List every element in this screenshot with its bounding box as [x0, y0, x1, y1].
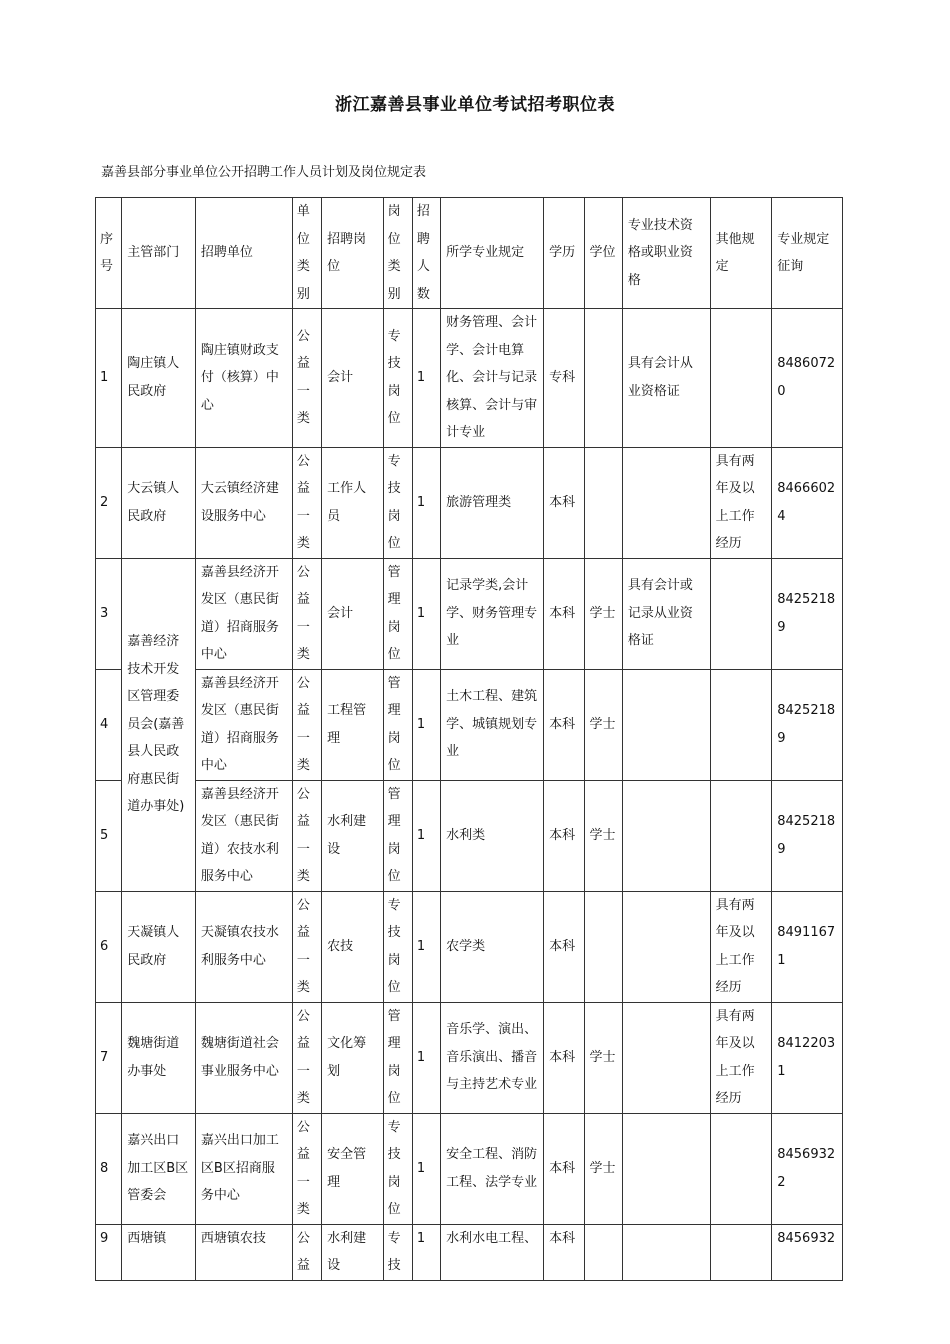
cell-major: 农学类: [441, 891, 544, 1002]
recruitment-table: [95, 197, 843, 1281]
cell-no: 3: [96, 558, 122, 669]
cell-other: [710, 1113, 772, 1224]
cell-dept: 魏塘街道办事处: [122, 1002, 196, 1113]
cell-qual: [622, 1224, 710, 1280]
header-cell-unit: 招聘单位: [195, 198, 292, 309]
cell-dept: 嘉兴出口加工区B区管委会: [122, 1113, 196, 1224]
cell-unit-type: 公益一类: [292, 1002, 321, 1113]
cell-phone: 84666024: [772, 447, 843, 558]
cell-dept: 大云镇人民政府: [122, 447, 196, 558]
cell-post-type: 专技岗位: [383, 1113, 412, 1224]
cell-degree: 学士: [584, 558, 622, 669]
cell-qual: [622, 891, 710, 1002]
table-row: [96, 1002, 843, 1113]
cell-unit: 嘉善县经济开发区（惠民街道）招商服务中心: [195, 669, 292, 780]
table-row: [96, 1113, 843, 1224]
header-cell-major: 所学专业规定: [441, 198, 544, 309]
cell-post: 水利建设: [322, 1224, 384, 1280]
cell-post: 会计: [322, 309, 384, 448]
cell-no: 1: [96, 309, 122, 448]
header-cell-other: 其他规定: [710, 198, 772, 309]
cell-major: 旅游管理类: [441, 447, 544, 558]
cell-phone: 84911671: [772, 891, 843, 1002]
cell-qual: [622, 780, 710, 891]
cell-unit-type: 公益一类: [292, 558, 321, 669]
cell-other: [710, 309, 772, 448]
cell-count: 1: [412, 1113, 440, 1224]
cell-unit-type: 公益一类: [292, 447, 321, 558]
cell-qual: [622, 1002, 710, 1113]
cell-count: 1: [412, 1224, 440, 1280]
table-row: [96, 669, 843, 780]
cell-unit: 天凝镇农技水利服务中心: [195, 891, 292, 1002]
cell-unit-type: 公益一类: [292, 669, 321, 780]
cell-unit-type: 公益一类: [292, 891, 321, 1002]
cell-unit-type: 公益一类: [292, 309, 321, 448]
cell-count: 1: [412, 669, 440, 780]
cell-no: 6: [96, 891, 122, 1002]
cell-major: 水利水电工程、: [441, 1224, 544, 1280]
cell-phone: 84122031: [772, 1002, 843, 1113]
cell-qual: [622, 447, 710, 558]
cell-count: 1: [412, 309, 440, 448]
cell-dept: 天凝镇人民政府: [122, 891, 196, 1002]
cell-post-type: 管理岗位: [383, 780, 412, 891]
cell-phone: 84252189: [772, 669, 843, 780]
cell-unit: 西塘镇农技: [195, 1224, 292, 1280]
cell-major: 记录学类,会计学、财务管理专业: [441, 558, 544, 669]
cell-edu: 本科: [544, 1224, 584, 1280]
cell-post-type: 管理岗位: [383, 558, 412, 669]
cell-unit-type: 公益: [292, 1224, 321, 1280]
table-row: [96, 1224, 843, 1280]
cell-phone: 8456932: [772, 1224, 843, 1280]
table-row: [96, 309, 843, 448]
cell-edu: 本科: [544, 669, 584, 780]
cell-edu: 本科: [544, 891, 584, 1002]
cell-post-type: 专技岗位: [383, 447, 412, 558]
cell-unit: 大云镇经济建设服务中心: [195, 447, 292, 558]
cell-post-type: 专技岗位: [383, 309, 412, 448]
header-row: [96, 198, 843, 309]
cell-degree: 学士: [584, 780, 622, 891]
cell-post-type: 专技岗位: [383, 891, 412, 1002]
cell-unit: 魏塘街道社会事业服务中心: [195, 1002, 292, 1113]
table-row: [96, 558, 843, 669]
cell-other: [710, 780, 772, 891]
header-cell-degree: 学位: [584, 198, 622, 309]
cell-post: 文化筹划: [322, 1002, 384, 1113]
cell-count: 1: [412, 891, 440, 1002]
cell-count: 1: [412, 558, 440, 669]
cell-qual: 具有会计或记录从业资格证: [622, 558, 710, 669]
cell-post: 安全管理: [322, 1113, 384, 1224]
cell-phone: 84860720: [772, 309, 843, 448]
cell-other: 具有两年及以上工作经历: [710, 891, 772, 1002]
cell-phone: 84569322: [772, 1113, 843, 1224]
cell-other: [710, 669, 772, 780]
cell-edu: 本科: [544, 447, 584, 558]
cell-dept-merged: 嘉善经济技术开发区管理委员会(嘉善县人民政府惠民街道办事处): [122, 558, 196, 891]
page-title: 浙江嘉善县事业单位考试招考职位表: [335, 95, 615, 115]
cell-other: 具有两年及以上工作经历: [710, 447, 772, 558]
cell-dept: 陶庄镇人民政府: [122, 309, 196, 448]
cell-other: [710, 1224, 772, 1280]
cell-degree: [584, 309, 622, 448]
cell-count: 1: [412, 1002, 440, 1113]
header-cell-qual: 专业技术资格或职业资格: [622, 198, 710, 309]
cell-unit: 嘉善县经济开发区（惠民街道）招商服务中心: [195, 558, 292, 669]
cell-degree: 学士: [584, 669, 622, 780]
header-cell-no: 序号: [96, 198, 122, 309]
cell-degree: [584, 1224, 622, 1280]
cell-degree: [584, 447, 622, 558]
cell-post: 水利建设: [322, 780, 384, 891]
cell-unit-type: 公益一类: [292, 780, 321, 891]
cell-qual: [622, 1113, 710, 1224]
cell-no: 2: [96, 447, 122, 558]
cell-other: 具有两年及以上工作经历: [710, 1002, 772, 1113]
table-caption: 嘉善县部分事业单位公开招聘工作人员计划及岗位规定表: [101, 165, 427, 180]
cell-edu: 本科: [544, 1113, 584, 1224]
cell-post-type: 管理岗位: [383, 1002, 412, 1113]
cell-count: 1: [412, 447, 440, 558]
table-row: [96, 891, 843, 1002]
cell-no: 9: [96, 1224, 122, 1280]
cell-post-type: 管理岗位: [383, 669, 412, 780]
header-cell-post: 招聘岗位: [322, 198, 384, 309]
cell-post: 农技: [322, 891, 384, 1002]
cell-qual: 具有会计从业资格证: [622, 309, 710, 448]
header-cell-edu: 学历: [544, 198, 584, 309]
header-cell-unit-type: 单位类别: [292, 198, 321, 309]
cell-edu: 本科: [544, 1002, 584, 1113]
cell-unit-type: 公益一类: [292, 1113, 321, 1224]
cell-no: 5: [96, 780, 122, 891]
cell-post: 会计: [322, 558, 384, 669]
cell-phone: 84252189: [772, 558, 843, 669]
cell-no: 7: [96, 1002, 122, 1113]
cell-degree: [584, 891, 622, 1002]
header-cell-dept: 主管部门: [122, 198, 196, 309]
cell-major: 水利类: [441, 780, 544, 891]
cell-degree: 学士: [584, 1113, 622, 1224]
cell-edu: 本科: [544, 780, 584, 891]
cell-unit: 嘉善县经济开发区（惠民街道）农技水利服务中心: [195, 780, 292, 891]
cell-qual: [622, 669, 710, 780]
cell-degree: 学士: [584, 1002, 622, 1113]
cell-no: 8: [96, 1113, 122, 1224]
cell-phone: 84252189: [772, 780, 843, 891]
table-row: [96, 780, 843, 891]
cell-other: [710, 558, 772, 669]
cell-no: 4: [96, 669, 122, 780]
cell-edu: 本科: [544, 558, 584, 669]
cell-post: 工程管理: [322, 669, 384, 780]
header-cell-count: 招聘人数: [412, 198, 440, 309]
cell-major: 财务管理、会计学、会计电算化、会计与记录核算、会计与审计专业: [441, 309, 544, 448]
cell-major: 音乐学、演出、音乐演出、播音与主持艺术专业: [441, 1002, 544, 1113]
cell-count: 1: [412, 780, 440, 891]
header-cell-post-type: 岗位类别: [383, 198, 412, 309]
cell-dept: 西塘镇: [122, 1224, 196, 1280]
cell-post: 工作人员: [322, 447, 384, 558]
cell-post-type: 专技: [383, 1224, 412, 1280]
cell-major: 土木工程、建筑学、城镇规划专业: [441, 669, 544, 780]
header-cell-phone: 专业规定征询: [772, 198, 843, 309]
cell-unit: 陶庄镇财政支付（核算）中心: [195, 309, 292, 448]
cell-major: 安全工程、消防工程、法学专业: [441, 1113, 544, 1224]
table-row: [96, 447, 843, 558]
cell-unit: 嘉兴出口加工区B区招商服务中心: [195, 1113, 292, 1224]
cell-edu: 专科: [544, 309, 584, 448]
